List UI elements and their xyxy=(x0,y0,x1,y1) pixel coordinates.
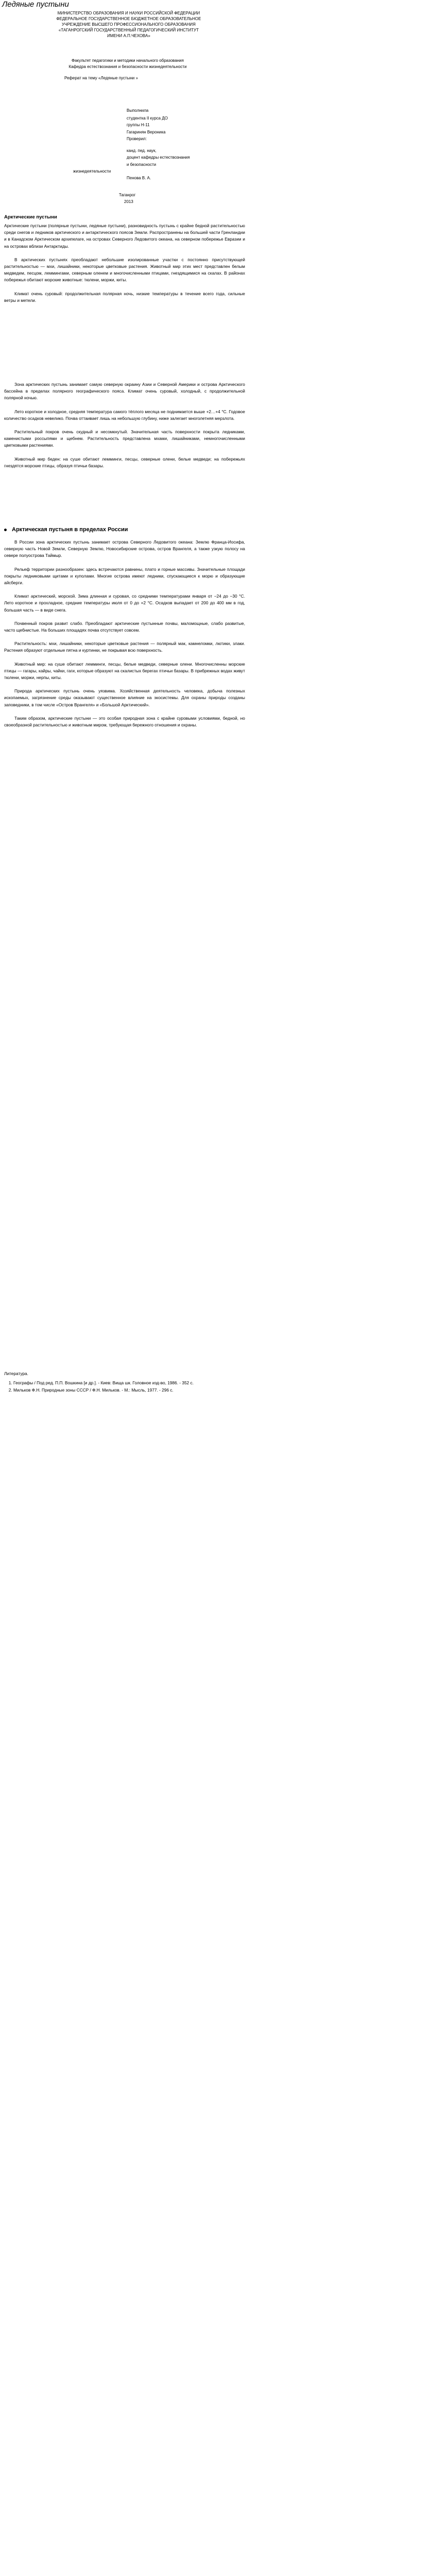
referat-topic: Реферат на тему «Ледяные пустыни » xyxy=(64,76,138,80)
header-line: УЧРЕЖДЕНИЕ ВЫСШЕГО ПРОФЕССИОНАЛЬНОГО ОБРАЗОВАНИЯ xyxy=(62,22,196,27)
paragraph: Рельеф территории разнообразен: здесь встречаются равнины, плато и горные массивы. Значительные площади покрыты ледниковыми щитами и куполами. Многие острова имеют ледники, спускающиеся к морю и образующие айсберги. xyxy=(4,566,245,586)
checked-by-label: Проверил: xyxy=(127,137,147,141)
section-title xyxy=(4,527,128,533)
paragraph: Растительный покров очень скудный и несомкнутый. Значительная часть поверхности покрыта ледниками, каменистыми россыпями и щебнем. Растительность представлена мхами, лишайниками, немногочисленными цветковыми растениями. xyxy=(4,429,245,448)
bullet-icon xyxy=(4,529,7,531)
year: 2013 xyxy=(124,199,133,204)
section-body xyxy=(4,381,245,476)
paragraph: Климат арктический, морской. Зима длинная и суровая, со средними температурами января от −24 до −30 °С. Лето короткое и прохладное, средние температуры июля от 0 до +2 °С. Осадков выпадает от 200 до 400 мм в год, большая часть — в виде снега. xyxy=(4,594,245,613)
section-body xyxy=(4,223,245,311)
references-list xyxy=(4,1380,246,1393)
paragraph: Растительность: мхи, лишайники, некоторые цветковые растения — полярный мак, камнеломки, лютики, злаки. Растения образуют отдельные пятна и куртинки, не покрывая всю поверхность. xyxy=(4,641,245,653)
faculty-name: Факультет педагогики и методики начального образования xyxy=(72,58,184,63)
header-line: ИМЕНИ А.П.ЧЕХОВА» xyxy=(107,33,150,38)
paragraph: Животный мир: на суше обитают лемминги, песцы, белые медведи, северные олени. Многочисленны морские птицы — гагары, кайры, чайки, гаги, которые образуют на скалистых берегах птичьи базары. В прибрежных водах живут тюлени, моржи, нерпы, киты. xyxy=(4,661,245,681)
teacher-department-cont: жизнедеятельности xyxy=(73,169,111,174)
student-name: Гагаринян Вероника xyxy=(127,130,166,134)
city: Таганрог xyxy=(119,193,136,197)
teacher-degree: канд. пед. наук, xyxy=(127,148,156,153)
ministry-header xyxy=(21,10,237,39)
performer-label: Выполнила xyxy=(127,108,149,113)
header-line: МИНИСТЕРСТВО ОБРАЗОВАНИЯ И НАУКИ РОССИЙСКОЙ ФЕДЕРАЦИИ xyxy=(57,11,200,15)
section-title: Арктические пустыни xyxy=(4,214,57,220)
paragraph: В России зона арктических пустынь занимает острова Северного Ледовитого океана: Землю Франца-Иосифа, северную часть Новой Земли, Северную Землю, Новосибирские острова, остров Врангеля, а также узкую полосу на севере полуострова Таймыр. xyxy=(4,539,245,558)
reference-item: 2. Мильков Ф.Н. Природные зоны СССР / Ф.Н. Мильков. - М.: Мысль, 1977. - 296 с. xyxy=(13,1387,246,1393)
paragraph: Почвенный покров развит слабо. Преобладают арктические пустынные почвы, маломощные, слабо развитые, часто щебнистые. На больших площадях почва отсутствует совсем. xyxy=(4,620,245,633)
section-title-text: Арктическая пустыня в пределах России xyxy=(12,527,128,533)
teacher-position: доцент кафедры естествознания xyxy=(127,155,190,160)
references xyxy=(4,1370,246,1394)
header-line: «ТАГАНРОГСКИЙ ГОСУДАРСТВЕННЫЙ ПЕДАГОГИЧЕСКИЙ ИНСТИТУТ xyxy=(58,28,199,32)
paragraph: Природа арктических пустынь очень уязвима. Хозяйственная деятельность человека, добыча полезных ископаемых, загрязнение среды оказывают существенное влияние на экосистемы. Для охраны природы созданы заповедники, в том числе «Остров Врангеля» и «Большой Арктический». xyxy=(4,688,245,707)
paragraph: Лето короткое и холодное, средняя температура самого тёплого месяца не поднимается выше +2…+4 °С. Годовое количество осадков невелико. Почва оттаивает лишь на небольшую глубину, ниже залегает многолетняя мерзлота. xyxy=(4,409,245,421)
reference-item: 1. Географы / Под ред. П.П. Вошкина [и др.]. - Киев: Вища шк. Головное изд-во, 1986. - 352 с. xyxy=(13,1380,246,1386)
paragraph: Таким образом, арктические пустыни — это особая природная зона с крайне суровыми условиями, бедной, но своеобразной растительностью и животным миром, требующая бережного отношения и охраны. xyxy=(4,715,245,728)
department-name: Кафедра естествознания и безопасности жизнедеятельности xyxy=(68,64,187,69)
header-line: ФЕДЕРАЛЬНОЕ ГОСУДАРСТВЕННОЕ БЮДЖЕТНОЕ ОБРАЗОВАТЕЛЬНОЕ xyxy=(56,16,201,21)
student-course: студентка II курса ДО xyxy=(127,116,168,121)
document-title: Ледяные пустыни xyxy=(2,0,69,9)
paragraph: Животный мир беден: на суше обитают лемминги, песцы, северные олени, белые медведи; на побережьях гнездятся морские птицы, образуя птичьи базары. xyxy=(4,456,245,468)
section-body xyxy=(4,539,245,735)
teacher-name: Пенова В. А. xyxy=(127,176,151,180)
paragraph: Арктические пустыни (полярные пустыни, ледяные пустыни), разновидность пустынь с крайне бедной растительностью среди снегов и ледников арктического и антарктического поясов Земли. Распространены на большей части Гренландии и в Канадском Арктическом архипелаге, на островах Северного Ледовитого океана, на северном побережье Евразии и на островах вблизи Антарктиды. xyxy=(4,223,245,249)
student-group: группы Н-11 xyxy=(127,123,150,127)
paragraph: В арктических пустынях преобладают небольшие изолированные участки с постоянно присутствующей растительностью — мхи, лишайники, некоторые цветковые растения. Животный мир этих мест представлен белым медведем, песцом, леммингами, северным оленем и многочисленными птицами, гнездящимися на скалах. В районах побережья обитают морские животные: тюлени, моржи, киты. xyxy=(4,257,245,283)
paragraph: Зона арктических пустынь занимает самую северную окраину Азии и Северной Америки и острова Арктического бассейна в пределах полярного географического пояса. Климат очень суровый, холодный, с продолжительной полярной ночью. xyxy=(4,382,245,401)
teacher-department: и безопасности xyxy=(127,162,156,167)
references-title: Литература. xyxy=(4,1371,28,1376)
paragraph: Климат очень суровый: продолжительная полярная ночь, низкие температуры в течение всего года, сильные ветры и метели. xyxy=(4,291,245,303)
